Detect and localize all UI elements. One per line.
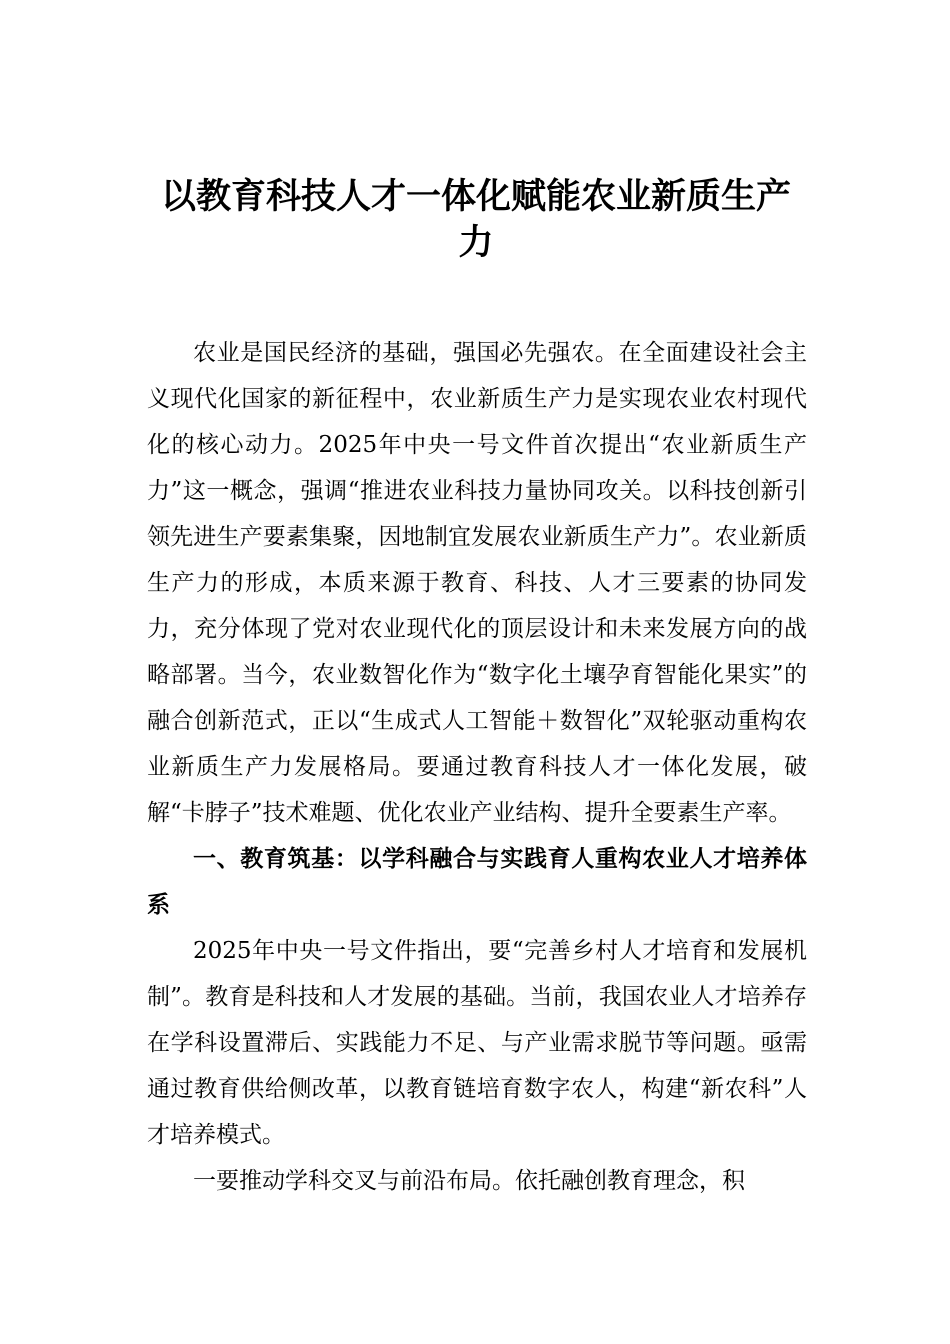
- section-paragraph: 一要推动学科交叉与前沿布局。依托融创教育理念，积: [193, 1168, 745, 1194]
- section-paragraph: 2025年中央一号文件指出，要“完善乡村人才培育和发展机制”。教育是科技和人才发展的基础。当前，我国农业人才培养存在学科设置滞后、实践能力不足、与产业需求脱节等问题。亟需通过教育供给侧改革，以教育链培育数字农人，构建“新农科”人才培养模式。: [147, 938, 807, 1148]
- section-heading: 一、教育筑基：以学科融合与实践育人重构农业人才培养体系: [147, 846, 807, 918]
- document-title: 以教育科技人才一体化赋能农业新质生产力: [160, 176, 791, 263]
- document-body: [147, 330, 807, 1204]
- intro-paragraph: 农业是国民经济的基础，强国必先强农。在全面建设社会主义现代化国家的新征程中，农业新质生产力是实现农业农村现代化的核心动力。2025年中央一号文件首次提出“农业新质生产力”这一概念，强调“推进农业科技力量协同攻关。以科技创新引领先进生产要素集聚，因地制宜发展农业新质生产力”。农业新质生产力的形成，本质来源于教育、科技、人才三要素的协同发力，充分体现了党对农业现代化的顶层设计和未来发展方向的战略部署。当今，农业数智化作为“数字化土壤孕育智能化果实”的融合创新范式，正以“生成式人工智能＋数智化”双轮驱动重构农业新质生产力发展格局。要通过教育科技人才一体化发展，破解“卡脖子”技术难题、优化农业产业结构、提升全要素生产率。: [147, 340, 807, 826]
